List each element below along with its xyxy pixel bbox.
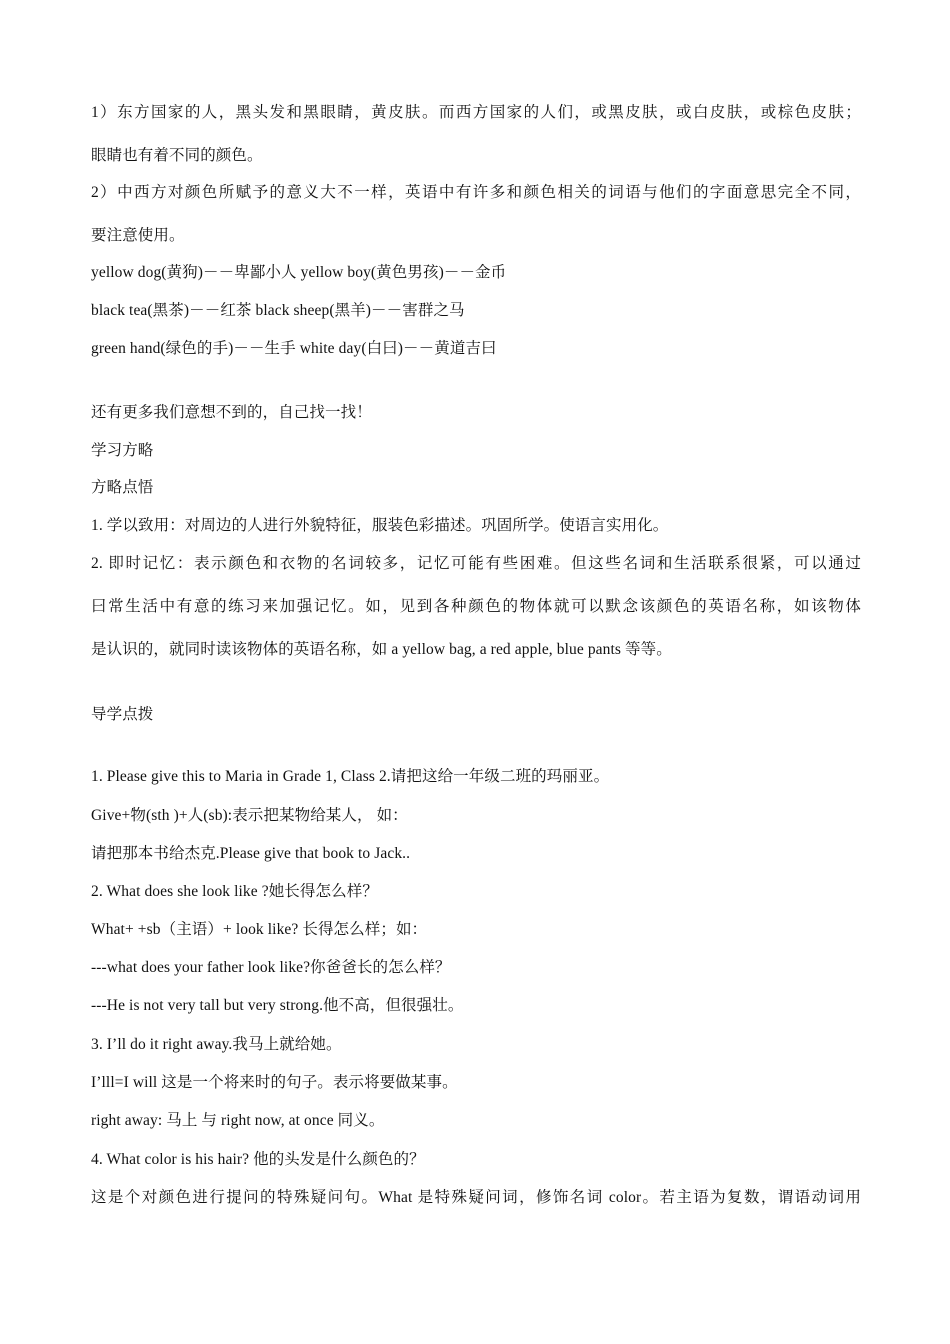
paragraph-line: 眼睛也有着不同的颜色。: [91, 147, 263, 164]
paragraph-line: ---what does your father look like?你爸爸长的怎么样？: [91, 959, 451, 976]
paragraph-line: 曰常生活中有意的练习来加强记忆。如，见到各种颜色的物体就可以默念该颜色的英语名称，如该物体: [91, 598, 861, 615]
paragraph-line: 是认识的，就同时读该物体的英语名称，如 a yellow bag, a red apple, blue pants 等等。: [91, 641, 672, 658]
paragraph-line: 2. 即时记忆：表示颜色和衣物的名词较多，记忆可能有些困难。但这些名词和生活联系很紧，可以通过: [91, 555, 861, 572]
paragraph-line: 这是个对颜色进行提问的特殊疑问句。What 是特殊疑问词，修饰名词 color。若主语为复数，谓语动词用: [91, 1189, 861, 1206]
paragraph-line: 2. What does she look like ?她长得怎么样？: [91, 883, 378, 900]
paragraph-line: 还有更多我们意想不到的，自己找一找！: [91, 404, 372, 421]
paragraph-line: 1. 学以致用：对周边的人进行外貌特征，服装色彩描述。巩固所学。使语言实用化。: [91, 517, 669, 534]
paragraph-line: 1）东方国家的人，黑头发和黑眼睛，黄皮肤。而西方国家的人们，或黑皮肤，或白皮肤，或棕色皮肤；: [91, 104, 861, 121]
paragraph-line: yellow dog(黄狗)－－卑鄙小人 yellow boy(黄色男孩)－－金币: [91, 264, 507, 281]
section-heading: 学习方略: [91, 442, 154, 459]
paragraph-line: 请把那本书给杰克.Please give that book to Jack..: [91, 845, 411, 862]
paragraph-line: ---He is not very tall but very strong.他不高，但很强壮。: [91, 997, 464, 1014]
paragraph-line: I’lll=I will 这是一个将来时的句子。表示将要做某事。: [91, 1074, 458, 1091]
section-heading: 导学点拨: [91, 706, 154, 723]
paragraph-line: 2）中西方对颜色所赋予的意义大不一样，英语中有许多和颜色相关的词语与他们的字面意思完全不同，: [91, 184, 861, 201]
paragraph-line: black tea(黑茶)－－红茶 black sheep(黑羊)－－害群之马: [91, 302, 465, 319]
paragraph-line: 1. Please give this to Maria in Grade 1, Class 2.请把这给一年级二班的玛丽亚。: [91, 768, 610, 785]
paragraph-line: 要注意使用。: [91, 227, 185, 244]
paragraph-line: green hand(绿色的手)－－生手 white day(白曰)－－黄道吉曰: [91, 340, 497, 357]
section-heading: 方略点悟: [91, 479, 154, 496]
paragraph-line: Give+物(sth )+人(sb):表示把某物给某人， 如：: [91, 807, 408, 824]
paragraph-line: What+ +sb（主语）+ look like? 长得怎么样；如：: [91, 921, 428, 938]
paragraph-line: 3. I’ll do it right away.我马上就给她。: [91, 1036, 342, 1053]
paragraph-line: 4. What color is his hair? 他的头发是什么颜色的？: [91, 1151, 425, 1168]
paragraph-line: right away: 马上 与 right now, at once 同义。: [91, 1112, 385, 1129]
